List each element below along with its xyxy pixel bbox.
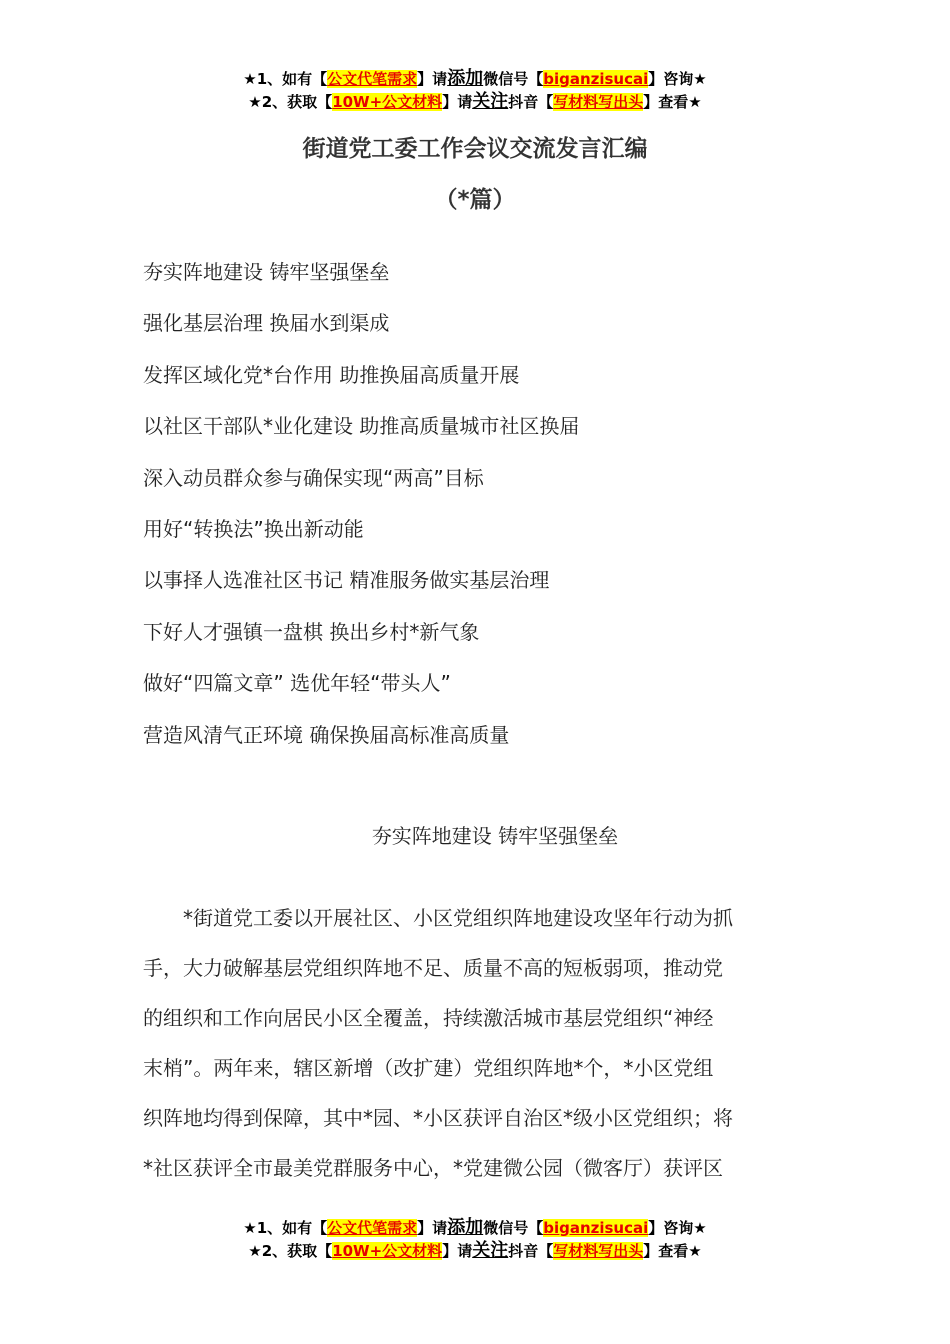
toc-item: 以社区干部队*业化建设 助推高质量城市社区换届 xyxy=(143,414,580,439)
promo-wechat-id: biganzisucai xyxy=(543,70,649,88)
promo-emphasis: 关注 xyxy=(472,1240,509,1261)
promo-text: 】查看★ xyxy=(643,93,702,111)
promo-text: 】咨询★ xyxy=(648,1219,707,1237)
promo-text: 微信号【 xyxy=(483,1219,544,1237)
promo-text: 】咨询★ xyxy=(648,70,707,88)
promo-text: ★1、如有【 xyxy=(243,70,328,88)
toc-item: 强化基层治理 换届水到渠成 xyxy=(143,311,390,336)
promo-line-1 xyxy=(0,1217,950,1240)
promo-text: ★2、获取【 xyxy=(248,1242,333,1260)
body-paragraph xyxy=(143,893,808,1193)
promo-text: 抖音【 xyxy=(508,1242,554,1260)
promo-highlight: 公文代笔需求 xyxy=(327,1219,418,1237)
toc-item: 营造风清气正环境 确保换届高标准高质量 xyxy=(143,722,510,747)
body-line: 末梢”。两年来，辖区新增（改扩建）党组织阵地*个，*小区党组 xyxy=(143,1056,714,1080)
body-line: 的组织和工作向居民小区全覆盖，持续激活城市基层党组织“神经 xyxy=(143,1006,714,1030)
promo-emphasis: 添加 xyxy=(447,68,484,89)
promo-wechat-id: biganzisucai xyxy=(543,1219,649,1237)
body-line: 织阵地均得到保障，其中*园、*小区获评自治区*级小区党组织；将 xyxy=(143,1106,733,1130)
toc-item: 发挥区域化党*台作用 助推换届高质量开展 xyxy=(143,362,520,387)
promo-douyin-id: 写材料写出头 xyxy=(553,93,644,111)
promo-text: 】请 xyxy=(442,1242,473,1260)
document-subtitle: （*篇） xyxy=(434,187,516,213)
toc-list xyxy=(143,254,843,768)
promo-banner-top xyxy=(0,68,950,114)
promo-emphasis: 添加 xyxy=(447,1217,484,1238)
document-title: 街道党工委工作会议交流发言汇编 xyxy=(302,136,648,162)
promo-douyin-id: 写材料写出头 xyxy=(553,1242,644,1260)
promo-text: ★1、如有【 xyxy=(243,1219,328,1237)
body-line: 手，大力破解基层党组织阵地不足、质量不高的短板弱项，推动党 xyxy=(143,956,723,980)
toc-item: 夯实阵地建设 铸牢坚强堡垒 xyxy=(143,260,390,284)
promo-text: ★2、获取【 xyxy=(248,93,333,111)
promo-text: 微信号【 xyxy=(483,70,544,88)
promo-line-1 xyxy=(0,68,950,91)
promo-text: 】请 xyxy=(442,93,473,111)
toc-item: 下好人才强镇一盘棋 换出乡村*新气象 xyxy=(143,619,480,644)
toc-item: 深入动员群众参与确保实现“两高”目标 xyxy=(143,465,484,490)
promo-emphasis: 关注 xyxy=(472,91,509,112)
promo-highlight: 10W+公文材料 xyxy=(332,93,443,111)
promo-highlight: 公文代笔需求 xyxy=(327,70,418,88)
promo-text: 】请 xyxy=(417,70,448,88)
toc-item: 用好“转换法”换出新动能 xyxy=(143,516,364,541)
promo-text: 抖音【 xyxy=(508,93,554,111)
promo-banner-bottom xyxy=(0,1217,950,1263)
promo-highlight: 10W+公文材料 xyxy=(332,1242,443,1260)
promo-text: 】查看★ xyxy=(643,1242,702,1260)
body-line: *社区获评全市最美党群服务中心，*党建微公园（微客厅）获评区 xyxy=(143,1156,723,1180)
promo-line-2 xyxy=(0,1240,950,1263)
toc-item: 做好“四篇文章” 选优年轻“带头人” xyxy=(143,671,451,696)
toc-item: 以事择人选准社区书记 精准服务做实基层治理 xyxy=(143,568,550,593)
promo-line-2 xyxy=(0,91,950,114)
body-line: *街道党工委以开展社区、小区党组织阵地建设攻坚年行动为抓 xyxy=(143,906,733,930)
promo-text: 】请 xyxy=(417,1219,448,1237)
section-heading: 夯实阵地建设 铸牢坚强堡垒 xyxy=(371,824,619,848)
